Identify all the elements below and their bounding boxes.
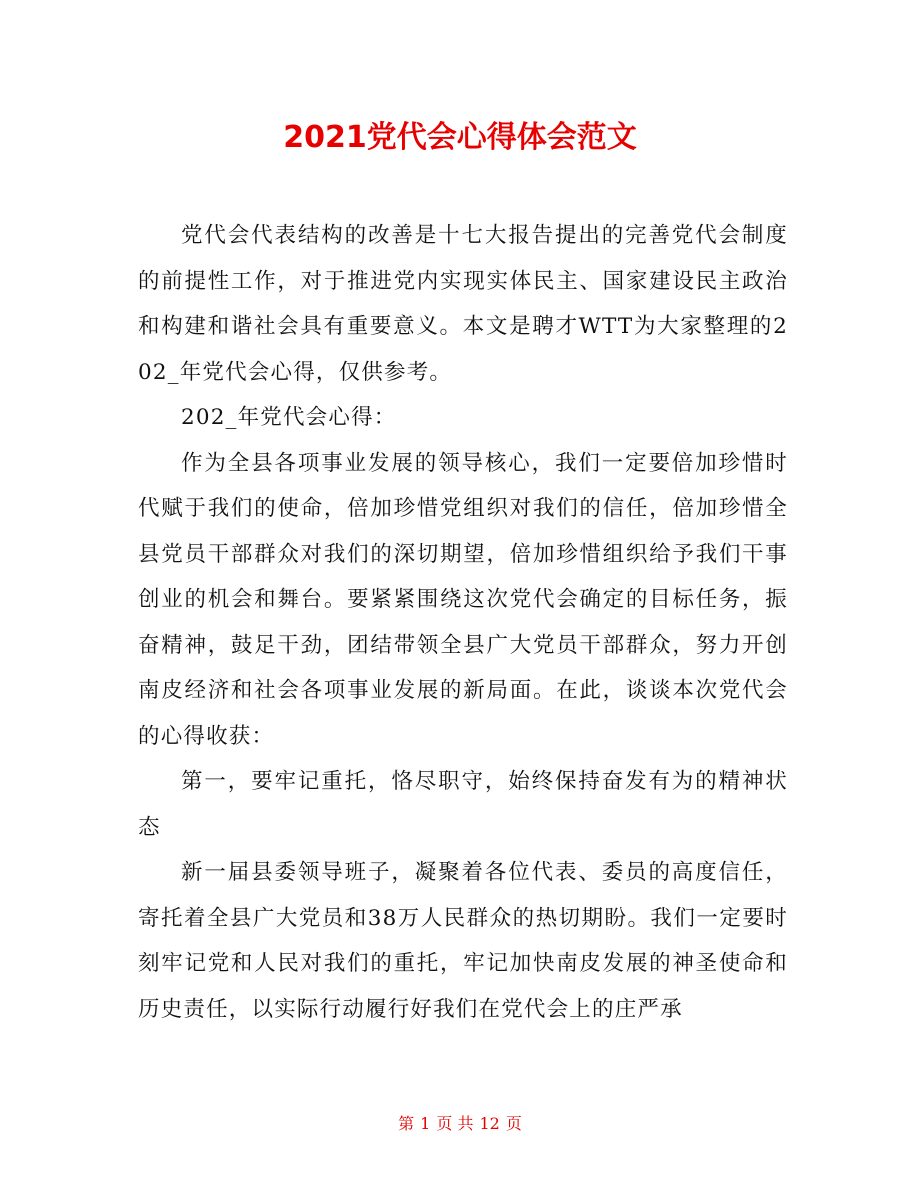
- footer-total-pages: 12: [479, 1114, 500, 1133]
- paragraph-intro: 党代会代表结构的改善是十七大报告提出的完善党代会制度的前提性工作，对于推进党内实现实体民主、国家建设民主政治和构建和谐社会具有重要意义。本文是聘才WTT为大家整理的202_年党代会心得，仅供参考。: [138, 223, 788, 385]
- paragraph-heading: 202_年党代会心得：: [181, 405, 397, 430]
- paragraph-body: 新一届县委领导班子，凝聚着各位代表、委员的高度信任，寄托着全县广大党员和38万人民群众的热切期盼。我们一定要时刻牢记党和人民对我们的重托，牢记加快南皮发展的神圣使命和历史责任，以实际行动履行好我们在党代会上的庄严承: [138, 860, 788, 1022]
- document-body: [138, 213, 788, 1032]
- footer-suffix: 页: [505, 1114, 522, 1133]
- page-title: 2021党代会心得体会范文: [283, 120, 637, 155]
- paragraph-section-heading: 第一，要牢记重托，恪尽职守，始终保持奋发有为的精神状态: [138, 769, 788, 840]
- footer-page-number: 1: [420, 1114, 431, 1133]
- footer-mid: 页 共: [436, 1114, 474, 1133]
- page-footer: [0, 1113, 920, 1135]
- footer-prefix: 第: [398, 1114, 415, 1133]
- paragraph-body: 作为全县各项事业发展的领导核心，我们一定要倍加珍惜时代赋于我们的使命，倍加珍惜党组织对我们的信任，倍加珍惜全县党员干部群众对我们的深切期望，倍加珍惜组织给予我们干事创业的机会和舞台。要紧紧围绕这次党代会确定的目标任务，振奋精神，鼓足干劲，团结带领全县广大党员干部群众，努力开创南皮经济和社会各项事业发展的新局面。在此，谈谈本次党代会的心得收获：: [138, 450, 788, 749]
